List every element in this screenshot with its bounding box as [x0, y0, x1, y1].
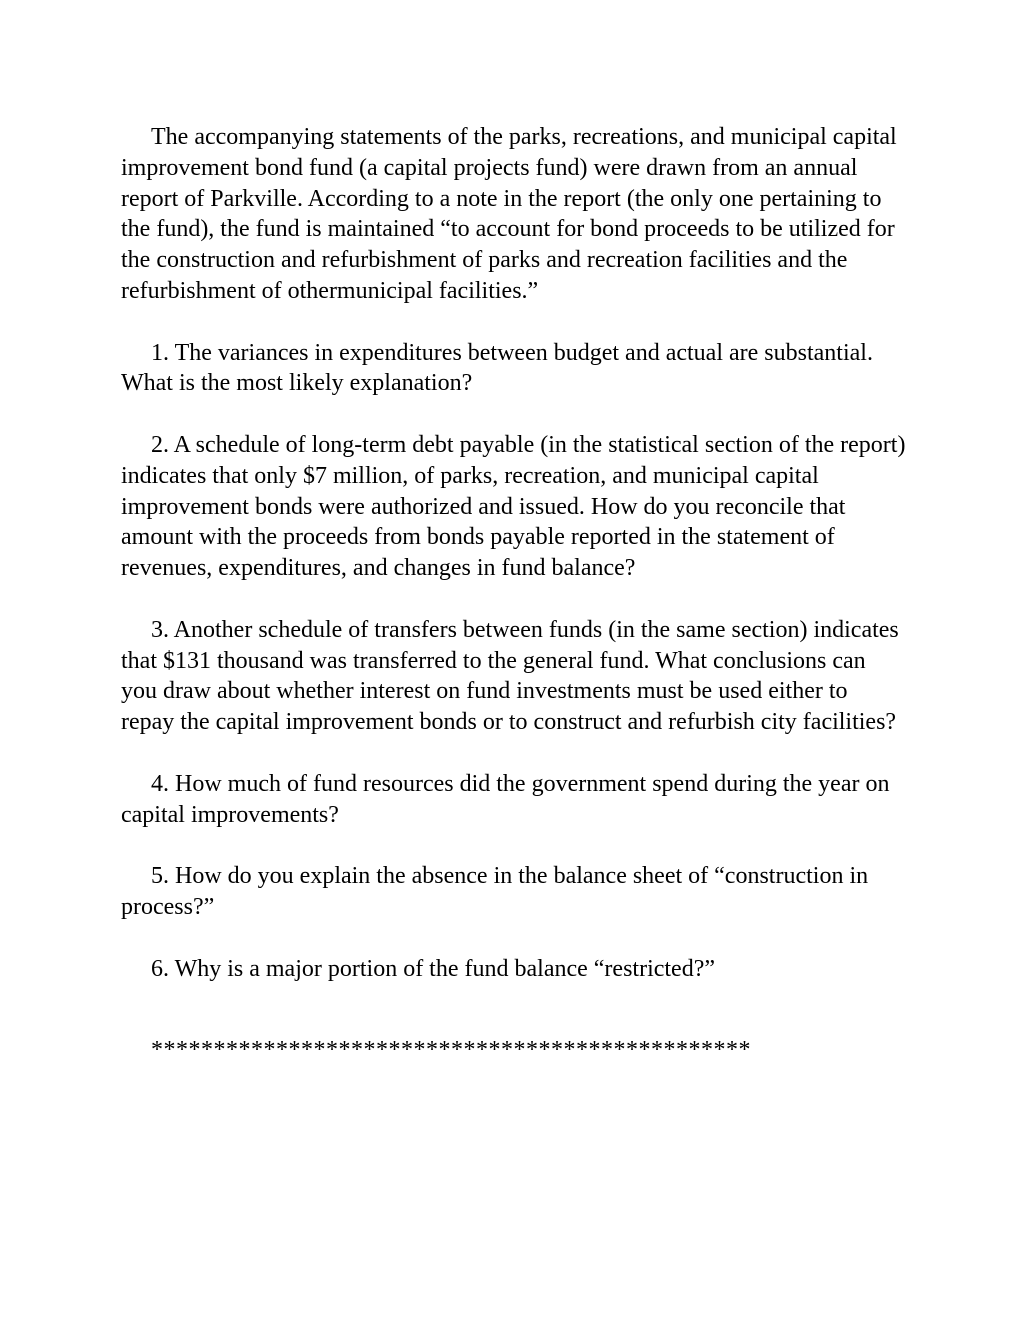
question-4: 4. How much of fund resources did the government spend during the year on capital improvements? — [121, 770, 890, 828]
document-page — [121, 122, 906, 1066]
question-3: 3. Another schedule of transfers between funds (in the same section) indicates that $131 thousand was transferred to the general fund. What conclusions can you draw about whether interest on fund investments must be used either to repay the capital improvement bonds or to construct and refurbish city facilities? — [121, 616, 899, 736]
asterisk-separator: ************************************************ — [151, 1037, 751, 1064]
question-1: 1. The variances in expenditures between budget and actual are substantial. What is the most likely explanation? — [121, 339, 873, 397]
intro-paragraph: The accompanying statements of the parks, recreations, and municipal capital improvement bond fund (a capital projects fund) were drawn from an annual report of Parkville. According to a note in the report (the only one pertaining to the fund), the fund is maintained “to account for bond proceeds to be utilized for the construction and refurbishment of parks and recreation facilities and the refurbishment of othermunicipal facilities.” — [121, 124, 897, 304]
question-5: 5. How do you explain the absence in the balance sheet of “construction in process?” — [121, 863, 869, 920]
question-6: 6. Why is a major portion of the fund balance “restricted?” — [151, 955, 716, 982]
question-2: 2. A schedule of long-term debt payable (in the statistical section of the report) indicates that only $7 million, of parks, recreation, and municipal capital improvement bonds were authorized and issued. How do you reconcile that amount with the proceeds from bonds payable reported in the statement of revenues, expenditures, and changes in fund balance? — [121, 431, 906, 582]
